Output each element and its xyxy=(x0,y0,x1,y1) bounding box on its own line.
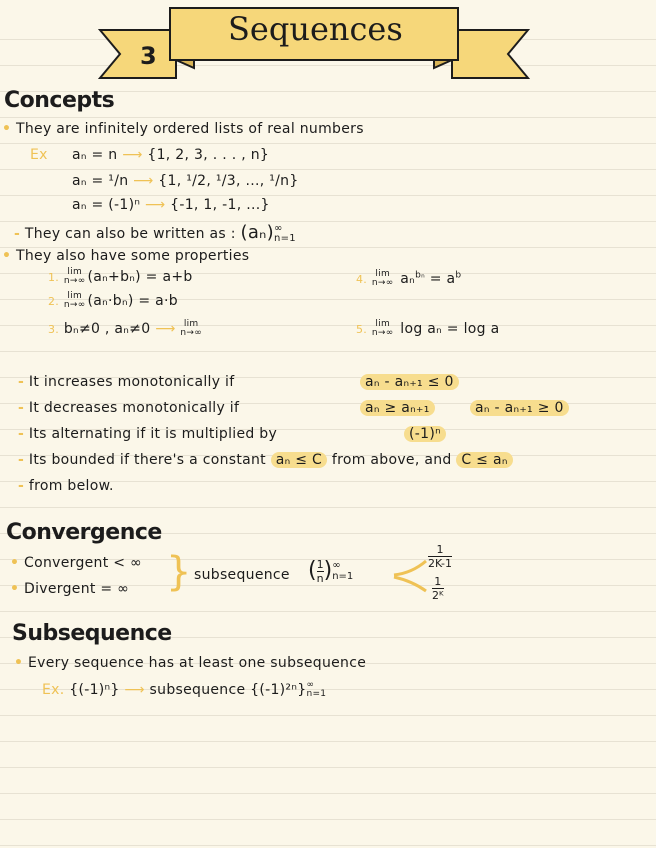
bounded-below-condition: C ≤ aₙ xyxy=(456,452,512,468)
brace-icon: } xyxy=(166,549,192,595)
page-title: Sequences xyxy=(228,10,403,48)
title-banner xyxy=(98,2,530,82)
alternating-line: - Its alternating if it is multiplied by xyxy=(18,426,278,442)
written-as-line: - They can also be written as : (aₙ) ∞ n=1 xyxy=(14,222,296,244)
example-3: aₙ = (-1)ⁿ ⟶ {-1, 1, -1, ...} xyxy=(72,197,270,213)
property-2: 2. lim n→∞ (aₙ·bₙ) = a·b xyxy=(48,291,178,310)
subsequence-heading: Subsequence xyxy=(12,621,172,646)
alternating-condition: (-1)ⁿ xyxy=(404,426,446,442)
property-4: 4. lim n→∞ $a_n^{b_n} = a^b$ xyxy=(356,269,462,288)
increases-condition: aₙ - aₙ₊₁ ≤ 0 xyxy=(360,374,459,390)
property-5: 5. lim n→∞ log aₙ = log a xyxy=(356,319,500,338)
property-3: 3. bₙ≠0 , aₙ≠0 ⟶ lim n→∞ xyxy=(48,319,202,338)
subsequence-line-1: • Every sequence has at least one subsequence xyxy=(14,655,367,671)
chapter-number: 3 xyxy=(140,42,157,70)
subsequence-even: $\frac{1}{\text{2ᴷ}}$ xyxy=(432,575,444,602)
increases-line: - It increases monotonically if xyxy=(18,374,235,390)
property-1: 1. lim n→∞ (aₙ+bₙ) = a+b xyxy=(48,267,193,286)
decreases-line: - It decreases monotonically if xyxy=(18,400,240,416)
example-2: aₙ = ¹/n ⟶ {1, ¹/2, ¹/3, ..., ¹/n} xyxy=(72,173,299,189)
subsequence-odd: $\frac{1}{2K-1}$ xyxy=(428,543,453,570)
subsequence-label: subsequence xyxy=(194,567,290,583)
convergent-line: • Convergent < ∞ xyxy=(10,555,142,571)
divergent-line: • Divergent = ∞ xyxy=(10,581,130,597)
bounded-above-condition: aₙ ≤ C xyxy=(271,452,327,468)
concepts-heading: Concepts xyxy=(4,88,115,113)
bounded-line: - Its bounded if there's a constant aₙ ≤ C from above, and C ≤ aₙ xyxy=(18,452,513,468)
decreases-condition-2: aₙ - aₙ₊₁ ≥ 0 xyxy=(470,400,569,416)
example-label: Ex xyxy=(30,147,48,163)
properties-line: • They also have some properties xyxy=(2,248,250,264)
convergence-heading: Convergence xyxy=(6,520,162,545)
branch-arrows-icon xyxy=(392,555,432,595)
subsequence-example: Ex. {(-1)ⁿ} ⟶ subsequence {(-1)²ⁿ} ∞ n=1 xyxy=(42,680,327,699)
concepts-line-1: • They are infinitely ordered lists of real numbers xyxy=(2,121,364,137)
from-below-line: - from below. xyxy=(18,478,114,494)
decreases-condition-1: aₙ ≥ aₙ₊₁ xyxy=(360,400,435,416)
example-1: aₙ = n ⟶ {1, 2, 3, . . . , n} xyxy=(72,147,270,163)
sequence-expression: ( $\frac{1}{n}$ ) ∞ n=1 xyxy=(308,557,354,585)
